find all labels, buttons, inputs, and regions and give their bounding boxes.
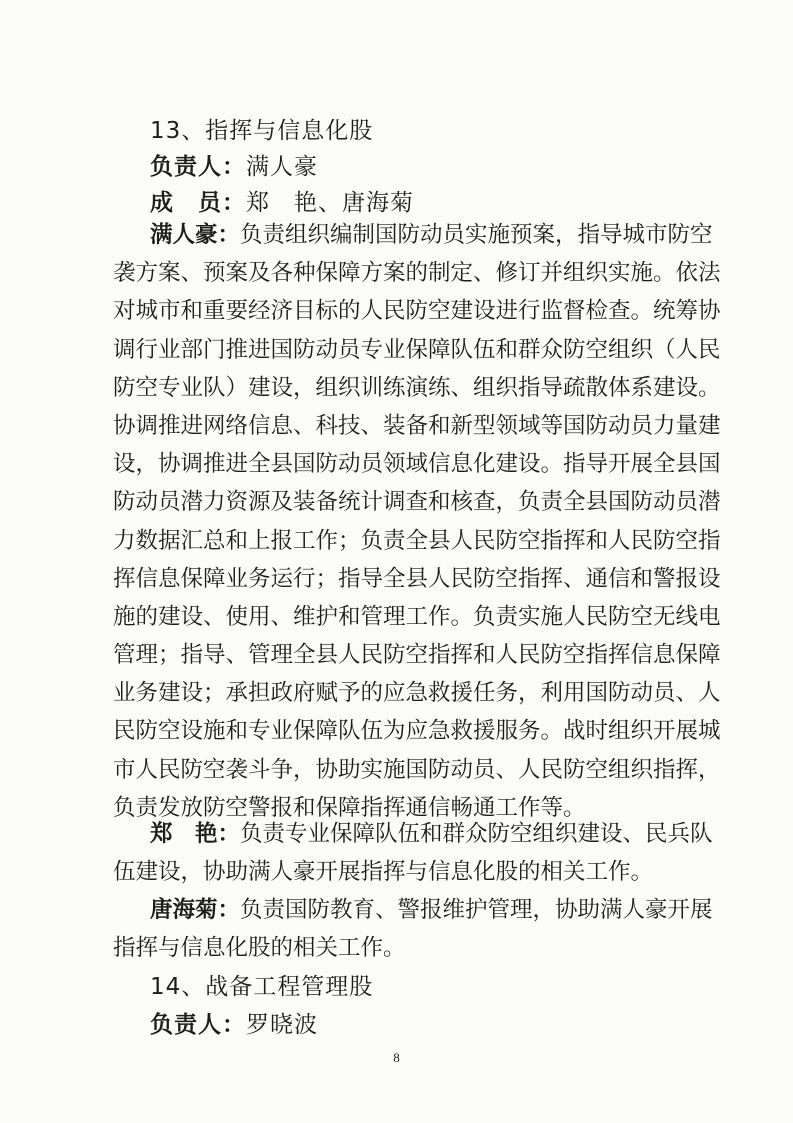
paragraph-line: 对城市和重要经济目标的人民防空建设进行监督检查。统筹协 [113,298,721,325]
members-separator: ： [222,190,246,216]
leader-separator: ： [222,154,246,180]
section-13-heading: 13、指挥与信息化股 [150,118,374,144]
paragraph-line: 调行业部门推进国防动员专业保障队伍和群众防空组织（人民 [113,336,721,363]
paragraph-line: 业务建设；承担政府赋予的应急救援任务，利用国防动员、人 [113,680,721,707]
paragraph-line: 袭方案、预案及各种保障方案的制定、修订并组织实施。依法 [113,260,721,287]
page-number: 8 [393,1050,400,1065]
paragraph-line: 郑 艳：负责专业保障队伍和群众防空组织建设、民兵队 [150,821,713,847]
paragraph-line: 管理；指导、管理全县人民防空指挥和人民防空指挥信息保障 [113,642,721,669]
paragraph-line: 力数据汇总和上报工作；负责全县人民防空指挥和人民防空指 [113,527,721,554]
leader-name: 罗晓波 [246,1012,318,1038]
duty-person-name: 满人豪 [150,222,218,248]
leader-label: 负责人 [150,154,222,180]
duty-paragraph-tang [113,891,713,967]
section-14-heading: 14、战备工程管理股 [150,974,374,1000]
paragraph-line: 唐海菊：负责国防教育、警报维护管理，协助满人豪开展 [150,897,713,923]
section-13-leader [150,148,318,181]
paragraph-line: 伍建设，协助满人豪开展指挥与信息化股的相关工作。 [113,859,654,886]
paragraph-line: 防空专业队）建设，组织训练演练、组织指导疏散体系建设。 [113,374,721,401]
paragraph-line: 施的建设、使用、维护和管理工作。负责实施人民防空无线电 [113,603,721,630]
section-14-leader [150,1006,318,1039]
paragraph-line: 民防空设施和专业保障队伍为应急救援服务。战时组织开展城 [113,718,721,745]
paragraph-line: 设，协调推进全县国防动员领域信息化建设。指导开展全县国 [113,451,721,478]
members-names: 郑 艳、唐海菊 [246,190,414,216]
section-13-members [150,184,414,217]
paragraph-line: 满人豪：负责组织编制国防动员实施预案，指导城市防空 [150,222,713,248]
paragraph-line: 指挥与信息化股的相关工作。 [113,935,406,962]
paragraph-line: 挥信息保障业务运行；指导全县人民防空指挥、通信和警报设 [113,565,721,592]
leader-name: 满人豪 [246,154,318,180]
leader-separator: ： [222,1012,246,1038]
leader-label: 负责人 [150,1012,222,1038]
duty-person-name: 郑 艳 [150,821,218,847]
paragraph-line: 市人民防空袭斗争，协助实施国防动员、人民防空组织指挥， [113,756,721,783]
paragraph-line: 协调推进网络信息、科技、装备和新型领域等国防动员力量建 [113,412,721,439]
duty-paragraph-man [113,216,721,827]
paragraph-line: 负责发放防空警报和保障指挥通信畅通工作等。 [113,794,586,821]
duty-paragraph-zheng [113,815,713,891]
members-label: 成 员 [150,190,222,216]
duty-person-name: 唐海菊 [150,897,218,923]
paragraph-line: 防动员潜力资源及装备统计调查和核查，负责全县国防动员潜 [113,489,721,516]
